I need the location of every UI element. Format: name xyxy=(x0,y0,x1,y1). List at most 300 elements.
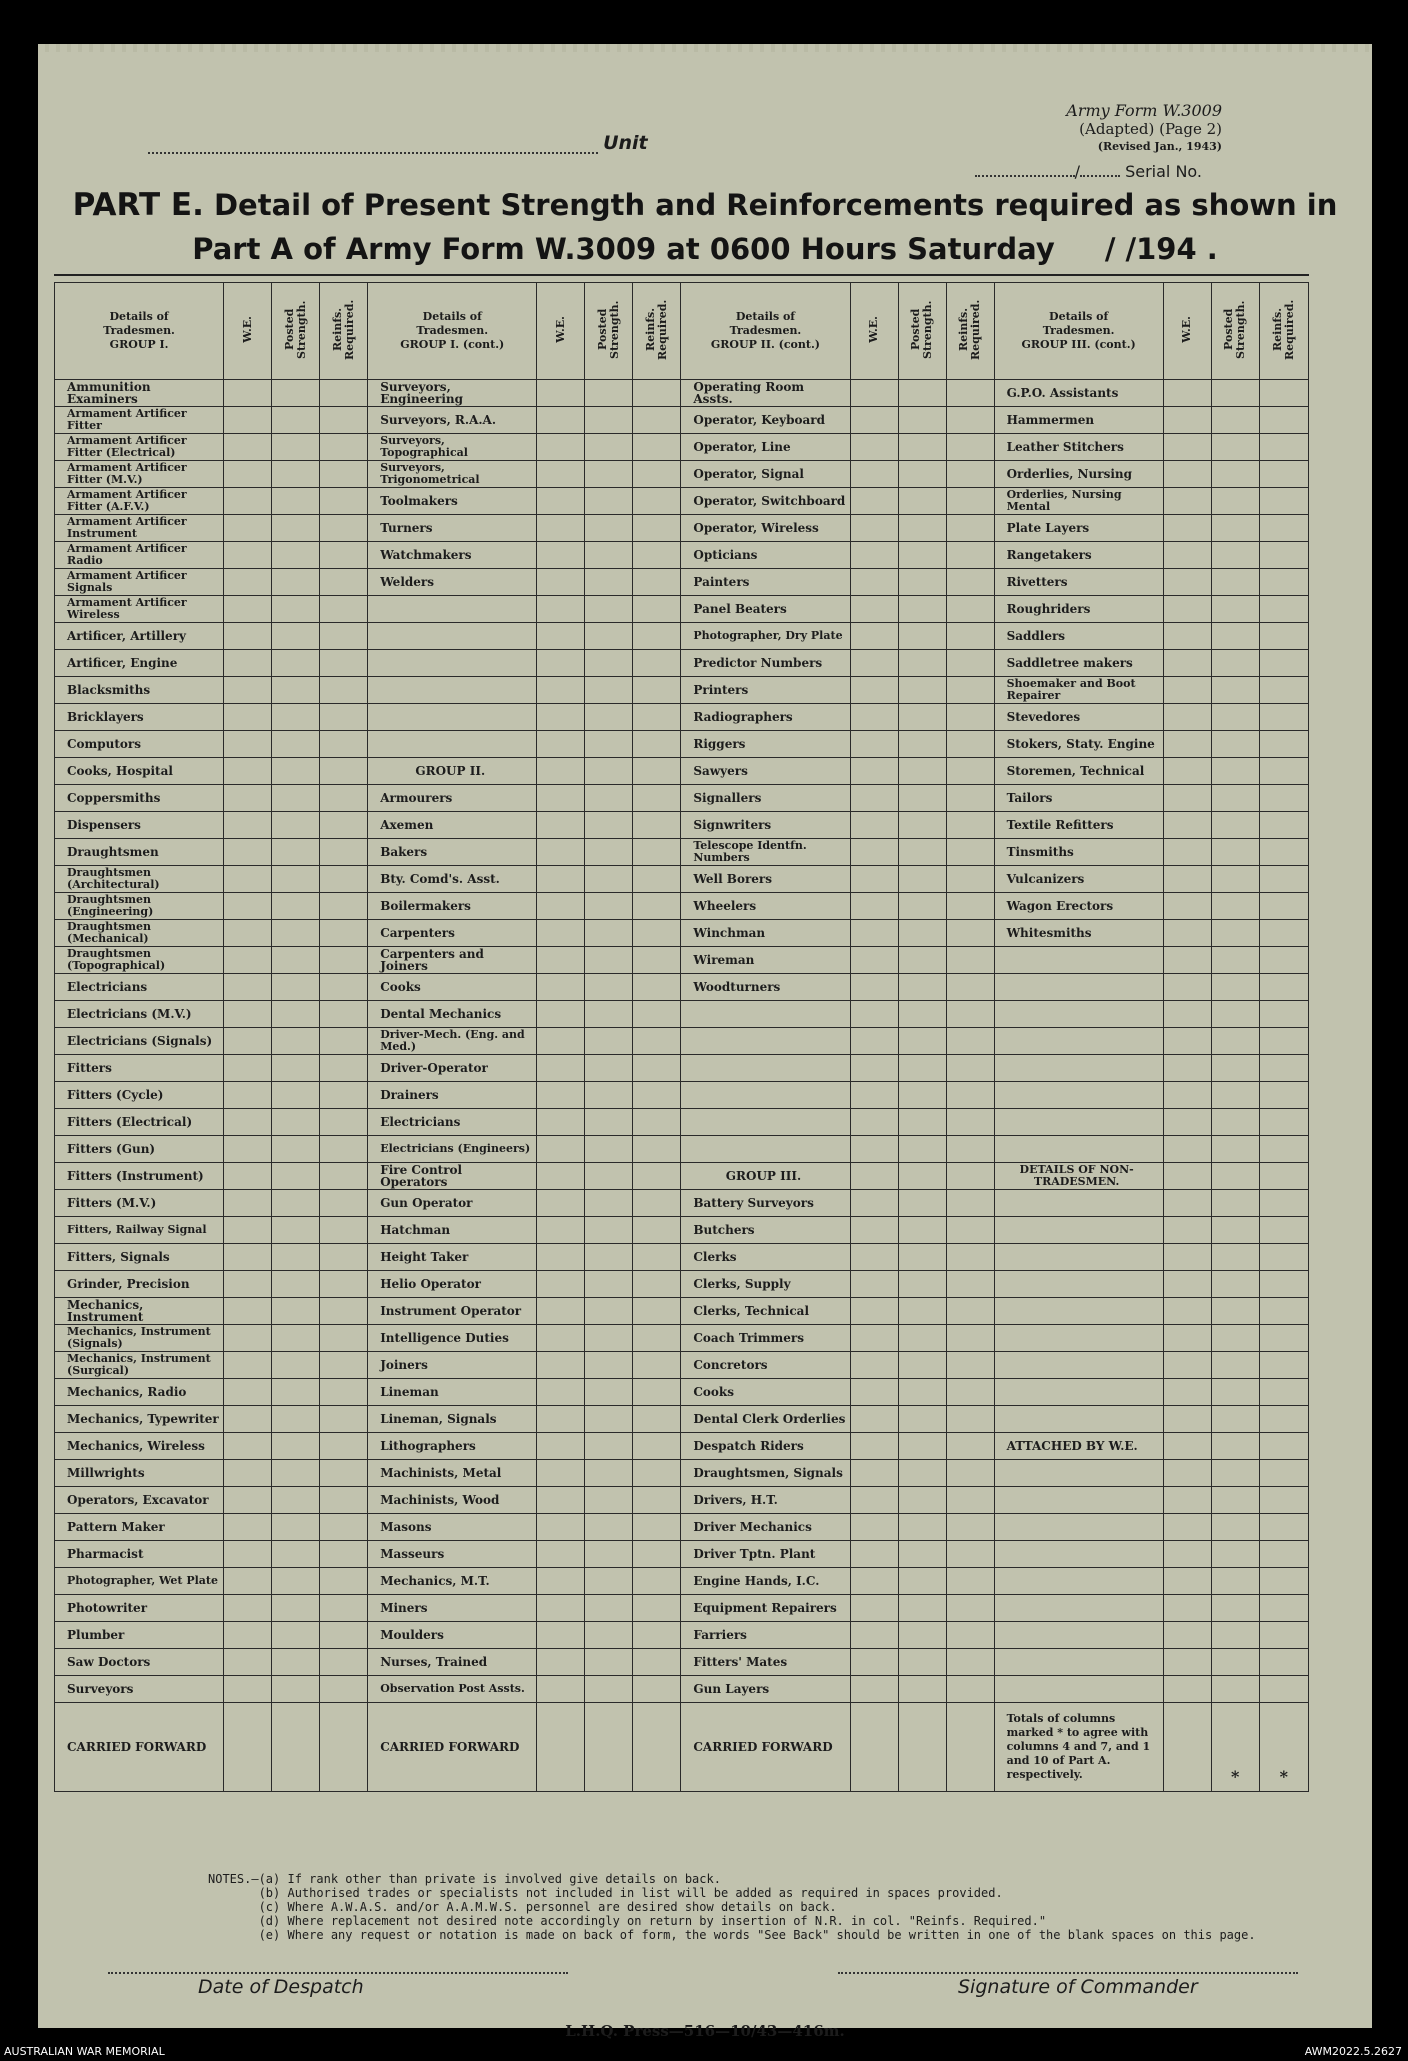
posted-strength-cell[interactable] xyxy=(585,623,633,650)
we-cell[interactable] xyxy=(224,866,272,893)
reinfs-required-cell[interactable] xyxy=(633,1001,681,1028)
we-total-cell[interactable] xyxy=(537,1703,585,1792)
unit-field[interactable] xyxy=(148,152,598,154)
posted-strength-cell[interactable] xyxy=(272,920,320,947)
reinfs-required-cell[interactable] xyxy=(1259,1406,1308,1433)
we-cell[interactable] xyxy=(537,974,585,1001)
we-cell[interactable] xyxy=(1163,650,1211,677)
posted-strength-cell[interactable] xyxy=(272,704,320,731)
reinfs-required-cell[interactable] xyxy=(1259,1568,1308,1595)
posted-strength-cell[interactable] xyxy=(585,1325,633,1352)
reinfs-required-cell[interactable] xyxy=(946,1379,994,1406)
we-cell[interactable] xyxy=(850,1622,898,1649)
reinfs-required-cell[interactable] xyxy=(320,1568,368,1595)
reinfs-required-cell[interactable] xyxy=(320,731,368,758)
reinfs-required-cell[interactable] xyxy=(320,569,368,596)
reinfs-required-cell[interactable] xyxy=(320,650,368,677)
reinfs-total-cell[interactable] xyxy=(633,1703,681,1792)
posted-strength-cell[interactable] xyxy=(898,1595,946,1622)
posted-strength-cell[interactable] xyxy=(272,596,320,623)
we-cell[interactable] xyxy=(537,1622,585,1649)
posted-strength-cell[interactable] xyxy=(585,1514,633,1541)
posted-strength-cell[interactable] xyxy=(585,569,633,596)
we-cell[interactable] xyxy=(224,1514,272,1541)
we-cell[interactable] xyxy=(224,623,272,650)
posted-strength-cell[interactable] xyxy=(585,1109,633,1136)
we-cell[interactable] xyxy=(537,1028,585,1055)
we-cell[interactable] xyxy=(1163,1433,1211,1460)
reinfs-required-cell[interactable] xyxy=(633,758,681,785)
we-cell[interactable] xyxy=(224,1271,272,1298)
we-cell[interactable] xyxy=(224,974,272,1001)
reinfs-required-cell[interactable] xyxy=(633,1082,681,1109)
reinfs-required-cell[interactable] xyxy=(1259,569,1308,596)
we-cell[interactable] xyxy=(537,839,585,866)
we-cell[interactable] xyxy=(224,515,272,542)
we-cell[interactable] xyxy=(850,569,898,596)
reinfs-required-cell[interactable] xyxy=(1259,1082,1308,1109)
reinfs-required-cell[interactable] xyxy=(633,947,681,974)
posted-strength-cell[interactable] xyxy=(898,839,946,866)
reinfs-required-cell[interactable] xyxy=(320,1676,368,1703)
we-cell[interactable] xyxy=(850,1028,898,1055)
posted-strength-cell[interactable] xyxy=(272,623,320,650)
posted-total-cell[interactable] xyxy=(898,1703,946,1792)
reinfs-required-cell[interactable] xyxy=(1259,650,1308,677)
posted-strength-cell[interactable] xyxy=(585,704,633,731)
reinfs-required-cell[interactable] xyxy=(946,1217,994,1244)
reinfs-required-cell[interactable] xyxy=(946,1514,994,1541)
we-cell[interactable] xyxy=(537,1217,585,1244)
reinfs-required-cell[interactable] xyxy=(633,596,681,623)
posted-strength-cell[interactable] xyxy=(898,1487,946,1514)
posted-strength-cell[interactable] xyxy=(585,1190,633,1217)
posted-strength-cell[interactable] xyxy=(272,1406,320,1433)
reinfs-required-cell[interactable] xyxy=(946,704,994,731)
we-cell[interactable] xyxy=(1163,1514,1211,1541)
we-cell[interactable] xyxy=(1163,407,1211,434)
reinfs-required-cell[interactable] xyxy=(946,1298,994,1325)
posted-strength-cell[interactable] xyxy=(898,596,946,623)
posted-strength-cell[interactable] xyxy=(585,1244,633,1271)
posted-strength-cell[interactable] xyxy=(272,1676,320,1703)
reinfs-required-cell[interactable] xyxy=(320,596,368,623)
we-cell[interactable] xyxy=(537,1001,585,1028)
we-cell[interactable] xyxy=(850,1271,898,1298)
we-cell[interactable] xyxy=(850,1460,898,1487)
reinfs-required-cell[interactable] xyxy=(633,704,681,731)
we-cell[interactable] xyxy=(537,1514,585,1541)
posted-strength-cell[interactable] xyxy=(272,569,320,596)
reinfs-required-cell[interactable] xyxy=(1259,1001,1308,1028)
we-cell[interactable] xyxy=(224,407,272,434)
posted-strength-cell[interactable] xyxy=(272,1352,320,1379)
we-cell[interactable] xyxy=(537,569,585,596)
reinfs-required-cell[interactable] xyxy=(320,1082,368,1109)
we-cell[interactable] xyxy=(850,1379,898,1406)
posted-strength-cell[interactable] xyxy=(585,1595,633,1622)
we-cell[interactable] xyxy=(850,1514,898,1541)
posted-strength-cell[interactable] xyxy=(272,1028,320,1055)
we-cell[interactable] xyxy=(224,1379,272,1406)
we-cell[interactable] xyxy=(850,677,898,704)
reinfs-required-cell[interactable] xyxy=(1259,1298,1308,1325)
reinfs-required-cell[interactable] xyxy=(1259,1190,1308,1217)
reinfs-required-cell[interactable] xyxy=(1259,1028,1308,1055)
we-cell[interactable] xyxy=(537,1271,585,1298)
posted-strength-cell[interactable] xyxy=(1211,1055,1259,1082)
we-cell[interactable] xyxy=(224,677,272,704)
reinfs-required-cell[interactable] xyxy=(946,1082,994,1109)
posted-strength-cell[interactable] xyxy=(272,731,320,758)
posted-strength-cell[interactable] xyxy=(898,785,946,812)
posted-strength-cell[interactable] xyxy=(898,1028,946,1055)
posted-strength-cell[interactable] xyxy=(272,785,320,812)
reinfs-required-cell[interactable] xyxy=(946,1055,994,1082)
reinfs-required-cell[interactable] xyxy=(1259,1649,1308,1676)
posted-strength-cell[interactable] xyxy=(1211,596,1259,623)
we-cell[interactable] xyxy=(224,1595,272,1622)
reinfs-required-cell[interactable] xyxy=(946,920,994,947)
we-cell[interactable] xyxy=(1163,569,1211,596)
posted-strength-cell[interactable] xyxy=(1211,380,1259,407)
reinfs-required-cell[interactable] xyxy=(320,1028,368,1055)
we-cell[interactable] xyxy=(1163,920,1211,947)
posted-strength-cell[interactable] xyxy=(898,1190,946,1217)
we-cell[interactable] xyxy=(224,731,272,758)
we-cell[interactable] xyxy=(850,542,898,569)
posted-strength-cell[interactable] xyxy=(898,1379,946,1406)
posted-strength-cell[interactable] xyxy=(585,1460,633,1487)
posted-strength-cell[interactable] xyxy=(898,1622,946,1649)
posted-strength-cell[interactable] xyxy=(1211,1244,1259,1271)
reinfs-required-cell[interactable] xyxy=(1259,1325,1308,1352)
reinfs-required-cell[interactable] xyxy=(633,677,681,704)
reinfs-required-cell[interactable] xyxy=(633,785,681,812)
reinfs-required-cell[interactable] xyxy=(946,1433,994,1460)
posted-strength-cell[interactable] xyxy=(1211,1622,1259,1649)
we-cell[interactable] xyxy=(1163,1298,1211,1325)
reinfs-required-cell[interactable] xyxy=(946,596,994,623)
posted-strength-cell[interactable] xyxy=(898,1163,946,1190)
reinfs-required-cell[interactable] xyxy=(633,812,681,839)
we-cell[interactable] xyxy=(537,1541,585,1568)
posted-strength-cell[interactable] xyxy=(1211,650,1259,677)
reinfs-required-cell[interactable] xyxy=(946,488,994,515)
reinfs-required-cell[interactable] xyxy=(946,1460,994,1487)
posted-strength-cell[interactable] xyxy=(272,1001,320,1028)
we-cell[interactable] xyxy=(537,515,585,542)
reinfs-required-cell[interactable] xyxy=(633,1433,681,1460)
posted-strength-cell[interactable] xyxy=(585,1487,633,1514)
we-cell[interactable] xyxy=(224,1406,272,1433)
reinfs-required-cell[interactable] xyxy=(320,1649,368,1676)
reinfs-required-cell[interactable] xyxy=(633,1622,681,1649)
reinfs-required-cell[interactable] xyxy=(633,1136,681,1163)
we-cell[interactable] xyxy=(850,1595,898,1622)
we-cell[interactable] xyxy=(224,1082,272,1109)
reinfs-required-cell[interactable] xyxy=(633,380,681,407)
posted-strength-cell[interactable] xyxy=(272,1379,320,1406)
reinfs-required-cell[interactable] xyxy=(320,461,368,488)
posted-strength-cell[interactable] xyxy=(898,407,946,434)
reinfs-required-cell[interactable] xyxy=(633,650,681,677)
reinfs-required-cell[interactable] xyxy=(320,1406,368,1433)
reinfs-required-cell[interactable] xyxy=(1259,785,1308,812)
we-cell[interactable] xyxy=(537,488,585,515)
we-cell[interactable] xyxy=(537,650,585,677)
reinfs-required-cell[interactable] xyxy=(1259,488,1308,515)
we-cell[interactable] xyxy=(224,488,272,515)
we-cell[interactable] xyxy=(224,542,272,569)
we-cell[interactable] xyxy=(1163,704,1211,731)
posted-strength-cell[interactable] xyxy=(898,623,946,650)
posted-strength-cell[interactable] xyxy=(585,947,633,974)
reinfs-required-cell[interactable] xyxy=(946,1676,994,1703)
reinfs-required-cell[interactable] xyxy=(320,1001,368,1028)
we-cell[interactable] xyxy=(537,542,585,569)
reinfs-required-cell[interactable] xyxy=(633,569,681,596)
we-cell[interactable] xyxy=(1163,434,1211,461)
reinfs-required-cell[interactable] xyxy=(1259,407,1308,434)
reinfs-required-cell[interactable] xyxy=(1259,461,1308,488)
posted-strength-cell[interactable] xyxy=(272,1541,320,1568)
posted-strength-cell[interactable] xyxy=(1211,515,1259,542)
reinfs-total-cell[interactable] xyxy=(320,1703,368,1792)
reinfs-required-cell[interactable] xyxy=(320,920,368,947)
we-cell[interactable] xyxy=(224,1541,272,1568)
posted-strength-cell[interactable] xyxy=(585,1271,633,1298)
posted-strength-cell[interactable] xyxy=(272,380,320,407)
posted-strength-cell[interactable] xyxy=(272,1217,320,1244)
posted-strength-cell[interactable] xyxy=(1211,569,1259,596)
reinfs-required-cell[interactable] xyxy=(946,407,994,434)
we-cell[interactable] xyxy=(224,839,272,866)
posted-strength-cell[interactable] xyxy=(272,434,320,461)
reinfs-required-cell[interactable] xyxy=(1259,1109,1308,1136)
we-cell[interactable] xyxy=(1163,1190,1211,1217)
we-cell[interactable] xyxy=(537,1298,585,1325)
reinfs-required-cell[interactable] xyxy=(633,1325,681,1352)
posted-strength-cell[interactable] xyxy=(898,380,946,407)
we-cell[interactable] xyxy=(1163,1406,1211,1433)
we-cell[interactable] xyxy=(850,1055,898,1082)
reinfs-required-cell[interactable] xyxy=(1259,974,1308,1001)
we-cell[interactable] xyxy=(224,1136,272,1163)
we-cell[interactable] xyxy=(1163,1028,1211,1055)
we-cell[interactable] xyxy=(224,1487,272,1514)
posted-strength-cell[interactable] xyxy=(1211,1028,1259,1055)
we-cell[interactable] xyxy=(1163,866,1211,893)
posted-strength-cell[interactable] xyxy=(1211,1298,1259,1325)
posted-strength-cell[interactable] xyxy=(585,731,633,758)
posted-strength-cell[interactable] xyxy=(1211,1595,1259,1622)
we-cell[interactable] xyxy=(537,380,585,407)
posted-strength-cell[interactable] xyxy=(1211,488,1259,515)
posted-strength-cell[interactable] xyxy=(1211,1271,1259,1298)
we-cell[interactable] xyxy=(850,461,898,488)
posted-strength-cell[interactable] xyxy=(272,650,320,677)
posted-strength-cell[interactable] xyxy=(1211,866,1259,893)
reinfs-required-cell[interactable] xyxy=(320,704,368,731)
we-cell[interactable] xyxy=(1163,812,1211,839)
reinfs-required-cell[interactable] xyxy=(633,434,681,461)
reinfs-required-cell[interactable] xyxy=(1259,947,1308,974)
reinfs-required-cell[interactable] xyxy=(946,1595,994,1622)
reinfs-required-cell[interactable] xyxy=(320,1433,368,1460)
reinfs-required-cell[interactable] xyxy=(633,1163,681,1190)
posted-strength-cell[interactable] xyxy=(272,1433,320,1460)
reinfs-required-cell[interactable] xyxy=(946,785,994,812)
posted-strength-cell[interactable] xyxy=(272,1298,320,1325)
posted-strength-cell[interactable] xyxy=(585,677,633,704)
we-cell[interactable] xyxy=(850,1136,898,1163)
posted-strength-cell[interactable] xyxy=(1211,731,1259,758)
posted-strength-cell[interactable] xyxy=(585,434,633,461)
we-cell[interactable] xyxy=(850,650,898,677)
we-cell[interactable] xyxy=(224,1622,272,1649)
we-cell[interactable] xyxy=(537,704,585,731)
we-cell[interactable] xyxy=(537,947,585,974)
posted-strength-cell[interactable] xyxy=(585,650,633,677)
reinfs-required-cell[interactable] xyxy=(1259,1460,1308,1487)
reinfs-required-cell[interactable] xyxy=(320,1487,368,1514)
posted-strength-cell[interactable] xyxy=(272,758,320,785)
posted-strength-cell[interactable] xyxy=(585,1541,633,1568)
we-cell[interactable] xyxy=(537,407,585,434)
reinfs-required-cell[interactable] xyxy=(633,731,681,758)
we-cell[interactable] xyxy=(537,1595,585,1622)
reinfs-required-cell[interactable] xyxy=(946,1487,994,1514)
posted-strength-cell[interactable] xyxy=(585,1379,633,1406)
posted-strength-cell[interactable] xyxy=(1211,785,1259,812)
we-cell[interactable] xyxy=(1163,1136,1211,1163)
we-cell[interactable] xyxy=(224,758,272,785)
posted-strength-cell[interactable] xyxy=(898,1001,946,1028)
we-cell[interactable] xyxy=(1163,623,1211,650)
we-cell[interactable] xyxy=(537,1649,585,1676)
reinfs-required-cell[interactable] xyxy=(633,1190,681,1217)
we-cell[interactable] xyxy=(224,1298,272,1325)
posted-strength-cell[interactable] xyxy=(1211,1190,1259,1217)
reinfs-required-cell[interactable] xyxy=(633,515,681,542)
reinfs-required-cell[interactable] xyxy=(633,1352,681,1379)
posted-strength-cell[interactable] xyxy=(585,785,633,812)
we-cell[interactable] xyxy=(1163,1568,1211,1595)
posted-strength-cell[interactable] xyxy=(898,1109,946,1136)
reinfs-required-cell[interactable] xyxy=(633,1028,681,1055)
posted-strength-cell[interactable] xyxy=(898,488,946,515)
we-cell[interactable] xyxy=(537,785,585,812)
posted-strength-cell[interactable] xyxy=(272,947,320,974)
posted-strength-cell[interactable] xyxy=(272,461,320,488)
reinfs-required-cell[interactable] xyxy=(320,677,368,704)
we-cell[interactable] xyxy=(850,974,898,1001)
reinfs-required-cell[interactable] xyxy=(946,1352,994,1379)
we-cell[interactable] xyxy=(224,434,272,461)
reinfs-required-cell[interactable] xyxy=(320,1217,368,1244)
we-total-cell[interactable] xyxy=(850,1703,898,1792)
we-cell[interactable] xyxy=(224,1190,272,1217)
we-cell[interactable] xyxy=(1163,731,1211,758)
reinfs-required-cell[interactable] xyxy=(320,380,368,407)
posted-strength-cell[interactable] xyxy=(585,1649,633,1676)
posted-strength-cell[interactable] xyxy=(585,1001,633,1028)
posted-strength-cell[interactable] xyxy=(898,974,946,1001)
we-cell[interactable] xyxy=(850,380,898,407)
posted-strength-cell[interactable] xyxy=(898,461,946,488)
we-cell[interactable] xyxy=(537,1082,585,1109)
reinfs-required-cell[interactable] xyxy=(633,1460,681,1487)
reinfs-required-cell[interactable] xyxy=(633,1676,681,1703)
reinfs-required-cell[interactable] xyxy=(946,1244,994,1271)
we-cell[interactable] xyxy=(1163,1541,1211,1568)
reinfs-required-cell[interactable] xyxy=(946,1541,994,1568)
we-cell[interactable] xyxy=(850,1568,898,1595)
we-cell[interactable] xyxy=(850,623,898,650)
we-cell[interactable] xyxy=(537,1568,585,1595)
reinfs-required-cell[interactable] xyxy=(320,1163,368,1190)
posted-strength-cell[interactable] xyxy=(1211,1136,1259,1163)
posted-strength-cell[interactable] xyxy=(1211,677,1259,704)
we-cell[interactable] xyxy=(1163,1001,1211,1028)
reinfs-required-cell[interactable] xyxy=(633,1271,681,1298)
posted-strength-cell[interactable] xyxy=(1211,542,1259,569)
we-cell[interactable] xyxy=(1163,1676,1211,1703)
posted-strength-cell[interactable] xyxy=(1211,1082,1259,1109)
posted-strength-cell[interactable] xyxy=(272,1136,320,1163)
we-cell[interactable] xyxy=(850,704,898,731)
reinfs-required-cell[interactable] xyxy=(1259,812,1308,839)
posted-strength-cell[interactable] xyxy=(898,434,946,461)
posted-strength-cell[interactable] xyxy=(272,1190,320,1217)
reinfs-required-cell[interactable] xyxy=(1259,1595,1308,1622)
we-cell[interactable] xyxy=(1163,1622,1211,1649)
posted-strength-cell[interactable] xyxy=(272,1487,320,1514)
posted-strength-cell[interactable] xyxy=(898,1217,946,1244)
reinfs-required-cell[interactable] xyxy=(946,866,994,893)
we-total-cell[interactable] xyxy=(224,1703,272,1792)
reinfs-required-cell[interactable] xyxy=(946,1649,994,1676)
we-cell[interactable] xyxy=(537,1055,585,1082)
we-cell[interactable] xyxy=(1163,974,1211,1001)
we-cell[interactable] xyxy=(850,1001,898,1028)
reinfs-required-cell[interactable] xyxy=(633,1649,681,1676)
posted-strength-cell[interactable] xyxy=(272,839,320,866)
we-cell[interactable] xyxy=(224,596,272,623)
we-cell[interactable] xyxy=(1163,1460,1211,1487)
we-cell[interactable] xyxy=(537,1325,585,1352)
we-cell[interactable] xyxy=(537,434,585,461)
reinfs-required-cell[interactable] xyxy=(1259,758,1308,785)
reinfs-required-cell[interactable] xyxy=(320,893,368,920)
posted-strength-cell[interactable] xyxy=(898,704,946,731)
we-cell[interactable] xyxy=(850,1406,898,1433)
posted-strength-cell[interactable] xyxy=(1211,1352,1259,1379)
reinfs-required-cell[interactable] xyxy=(633,542,681,569)
we-cell[interactable] xyxy=(224,947,272,974)
we-cell[interactable] xyxy=(1163,785,1211,812)
posted-strength-cell[interactable] xyxy=(1211,1514,1259,1541)
posted-strength-cell[interactable] xyxy=(585,461,633,488)
we-cell[interactable] xyxy=(1163,677,1211,704)
reinfs-total-cell[interactable] xyxy=(946,1703,994,1792)
we-cell[interactable] xyxy=(850,1109,898,1136)
we-cell[interactable] xyxy=(850,1190,898,1217)
we-cell[interactable] xyxy=(850,731,898,758)
posted-strength-cell[interactable] xyxy=(585,515,633,542)
posted-strength-cell[interactable] xyxy=(898,758,946,785)
